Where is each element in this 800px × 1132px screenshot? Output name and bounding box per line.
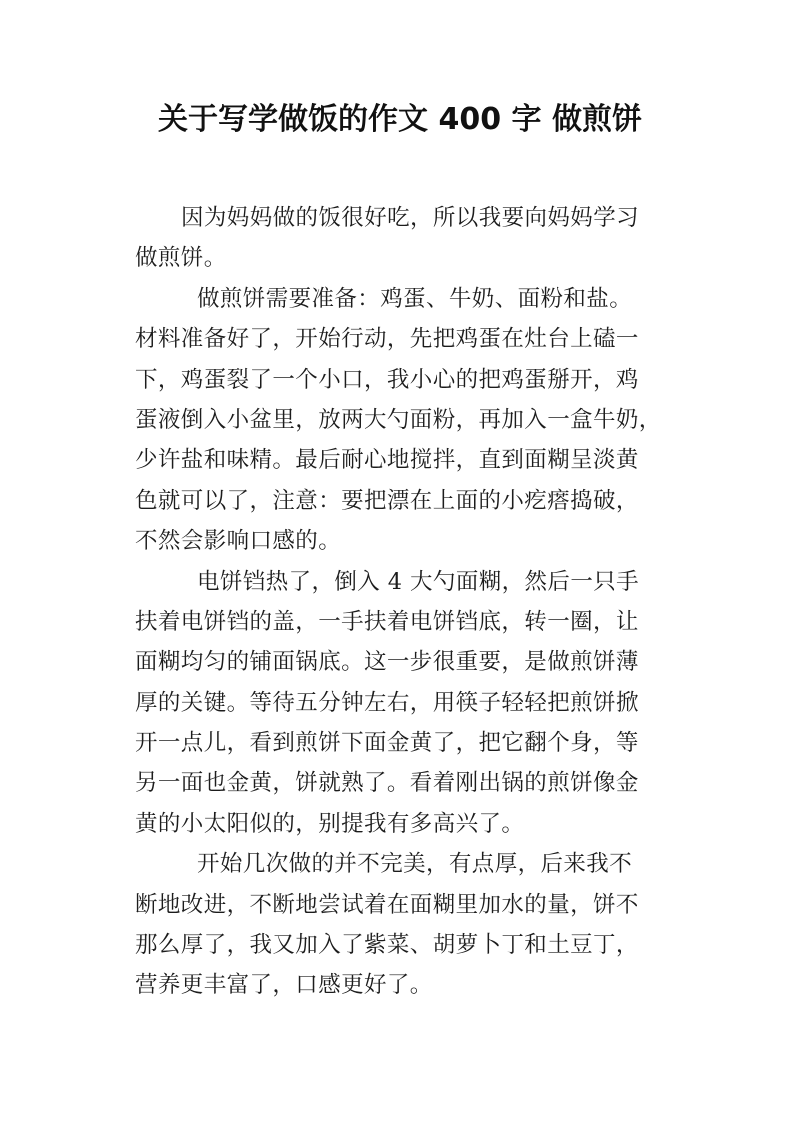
text-line: 扶着电饼铛的盖，一手扶着电饼铛底，转一圈，让 [135, 608, 639, 635]
text-line: 蛋液倒入小盆里，放两大勺面粉，再加入一盒牛奶， [135, 406, 662, 433]
paragraph-4 [135, 844, 675, 1006]
text-line: 开始几次做的并不完美，有点厚，后来我不 [197, 851, 633, 878]
paragraph-3 [135, 562, 675, 845]
text-line: 少许盐和味精。最后耐心地搅拌，直到面糊呈淡黄 [135, 447, 639, 474]
text-line: 开一点儿，看到煎饼下面金黄了，把它翻个身，等 [135, 730, 639, 757]
text-line: 厚的关键。等待五分钟左右，用筷子轻轻把煎饼掀 [135, 689, 639, 716]
text-line: 营养更丰富了，口感更好了。 [135, 972, 433, 999]
text-line: 做煎饼需要准备：鸡蛋、牛奶、面粉和盐。 [197, 285, 633, 312]
text-line: 另一面也金黄，饼就熟了。看着刚出锅的煎饼像金 [135, 770, 639, 797]
text-line: 那么厚了，我又加入了紫菜、胡萝卜丁和土豆丁， [135, 932, 639, 959]
paragraph-2 [135, 279, 675, 562]
page-title: 关于写学做饭的作文 400 字 做煎饼 [158, 102, 642, 137]
text-line: 材料准备好了，开始行动，先把鸡蛋在灶台上磕一 [135, 326, 639, 353]
paragraph-1 [135, 198, 675, 279]
text-line: 下，鸡蛋裂了一个小口，我小心的把鸡蛋掰开，鸡 [135, 366, 639, 393]
text-line: 面糊均匀的铺面锅底。这一步很重要，是做煎饼薄 [135, 649, 639, 676]
text-line: 断地改进，不断地尝试着在面糊里加水的量，饼不 [135, 891, 639, 918]
text-line: 色就可以了，注意：要把漂在上面的小疙瘩捣破， [135, 487, 639, 514]
essay-body [135, 198, 675, 1006]
text-line: 因为妈妈做的饭很好吃，所以我要向妈妈学习 [181, 205, 640, 231]
text-line: 黄的小太阳似的，别提我有多高兴了。 [135, 810, 525, 837]
text-line: 不然会影响口感的。 [135, 528, 342, 555]
text-line: 电饼铛热了，倒入 4 大勺面糊，然后一只手 [197, 568, 640, 595]
text-line: 做煎饼。 [135, 245, 227, 272]
